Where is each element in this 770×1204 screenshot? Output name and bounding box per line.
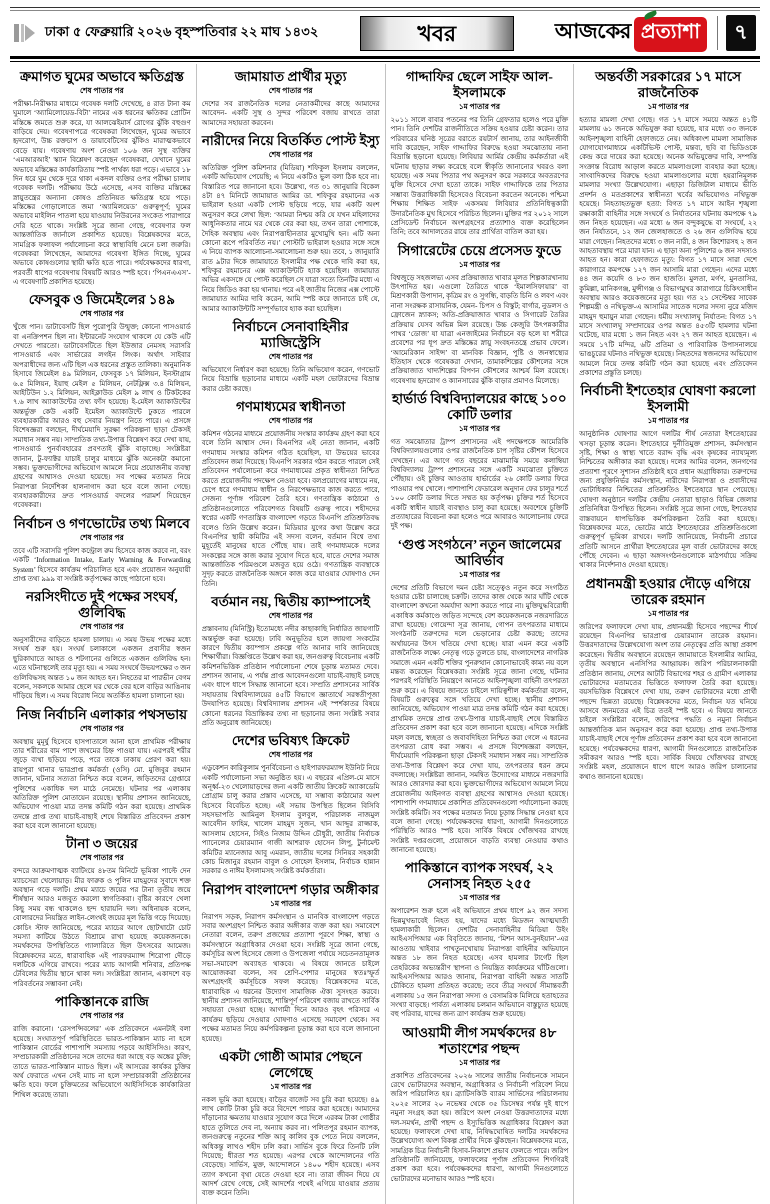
column-1 bbox=[8, 64, 196, 1204]
logo-part-red bbox=[634, 17, 707, 52]
article-body: কমিশন গঠনের মাধ্যমে প্রয়োজনীয় সংস্কার কার্যক্রম গ্রহণ করা হবে বলে তিনি আশ্বাস দেন। বিএনপির এই নেতা জানান, একটি গণমাধ্যম সংস্কার কমিশন গঠিত হয়েছিল, যা উভয়ের ভাবের প্রতিবেদন জমা দিয়েছে। বিএনপি সরকার গঠন করতে পারলে সেই প্রতিবেদন পর্যালোচনা করে গণমাধ্যমের প্রকৃত স্বাধীনতা নিশ্চিত করতে প্রয়োজনীয় পদক্ষেপ নেওয়া হবে। বলপ্রয়োগের মাধ্যমে নয়, চেপে ধরে গণমাধ্যম স্বাধীন ও নিরপেক্ষভাবে কাজ করতে পারে, সেজন্য পূর্ণাঙ্গ পরিবেশ তৈরি হবে। গণতান্ত্রিক কাঠামো ও প্রতিষ্ঠানগুলোতে পরিবেশগত বিষয়টি গুরুত্ব পাবে। শহীদদের স্বপ্নের একটি গণতান্ত্রিক বাংলাদেশ গড়তে বিএনপি প্রতিশ্রুতিবদ্ধ বলেও তিনি উল্লেখ করেন। মিডিয়ার যুগের কথা উল্লেখ করে বিএনপির স্থায়ী কমিটির এই সদস্য বলেন, বর্তমান বিশ্বে তথ্য মুহূর্তেই মানুষের হাতে পৌঁছে যায়। তাই গণমাধ্যমকে দলের সংকল্পের সঙ্গে কাজ করার সুযোগ দিতে হবে, যাতে দেশের সমাজ আন্তর্জাতিক পরিমণ্ডলে মজবুত হয়ে ওঠে। গণতান্ত্রিক ব্যবস্থাকে সুদৃঢ় করতে রাজনৈতিক অঙ্গনে কাজ করে যাওয়ার ঘোষণাও দেন তিনি। bbox=[201, 429, 380, 588]
article-body: খুঁজে পান। ডাটাবেসটি ছিল পুরোপুরি উন্মুক্ত; কোনো পাসওয়ার্ড বা এনক্রিপশন ছিল না। ইন্টারনেট সংযোগ থাকলে যে কেউ এটি দেখতে পারতো। ডাটাবেসটিতে ছিল ইউজার নেমসহ সরাসরি পাসওয়ার্ড এবং সার্ভারের লগইন লিংক। অর্থাৎ সাইবার অপরাধীদের জন্য এটি ছিল এক ধরনের প্রস্তুত তালিকা। অনুমানিক হিসাবে জিমেইল ৪৯ মিলিয়ন, ফেসবুক ১৭ মিলিয়ন, ইনস্টাগ্রাম ৬.৫ মিলিয়ন, ইয়াহু মেইল ৫ মিলিয়ন, নেটফ্লিক্স ৩.৪ মিলিয়ন, আইটিউন ১.২ মিলিয়ন, আইক্লাউড মেইল ৯ লাখ ও টিকটকের ৭.৬ লাখ অ্যাকাউন্টের তথ্য ফাঁস হয়েছে। ই-মেইল অ্যাকাউন্টের অন্তর্ভুক্ত কেউ একটি ইমেইল অ্যাকাউন্টে ঢুকতে পারলে ব্যবহারকারীর আরও বহু সেবার নিয়ন্ত্রণ নিতে পারে। এ প্রসঙ্গে বিশেষজ্ঞরা বলছেন, দীর্ঘমেয়াদি সুরক্ষা পরিকল্পনা ছাড়া টেকসই সমাধান সম্ভব নয়। সাম্প্রতিক তথ্য-উপাত্ত বিশ্লেষণ করে দেখা যায়, পাসওয়ার্ড পুনর্ব্যবহারের প্রবণতাই ঝুঁকি বাড়াচ্ছে। সংশ্লিষ্টরা জানান, টু-ফ্যাক্টর যাচাই চালুর মাধ্যমে ঝুঁকি অনেকটা কমানো সম্ভব। ভুক্তভোগীদের অভিযোগ আমলে নিয়ে প্রয়োজনীয় ব্যবস্থা গ্রহণের আশ্বাসও দেওয়া হয়েছে। সব পক্ষের মতামত নিয়ে নিরাপত্তা নির্দেশিকা হালনাগাদ করা হবে বলে জানা গেছে। ব্যবহারকারীদের দ্রুত পাসওয়ার্ড বদলের পরামর্শ দিয়েছেন গবেষকরা। bbox=[13, 323, 191, 510]
continuation-label: শেষ পাতার পর bbox=[79, 85, 124, 95]
article-body: হত্যার মামলা দেখা গেছে। গত ১৭ মাসে সময়ে অন্তত ৪১টি মামলায় ৬১ জনকে অভিযুক্ত করা হয়েছে, যার মধ্যে ৩৩ জনকে আইনশৃঙ্খলা বাহিনী হেফাজতে নেয়। অধিকাংশ মামলা সামাজিক যোগাযোগমাধ্যমে একটিভিস্ট পোস্ট, মন্তব্য, ছবি বা ভিডিওকে কেন্দ্র করে দায়ের করা হয়েছে। অনেক অভিযুক্তের দাবি, সম্পত্তি সংক্রান্ত বিরোধ আড়াল করতে মামলাগুলো ব্যবহার করা হচ্ছে। সাংবাদিকদের বিরুদ্ধে হওয়া মামলাগুলোর মধ্যে হয়রানিমূলক মামলার সংখ্যা উল্লেখযোগ্য। এছাড়া ডিজিটাল মাধ্যমে ভীতি প্রদর্শন ও মতপ্রকাশের স্বাধীনতা খর্বের অভিযোগও নথিভুক্ত হয়েছে। নিহতাহতভুক্ত হত্যা: বিগত ১৭ মাসে আইন শৃঙ্খলা রক্ষাকারী বাহিনীর সঙ্গে সংঘর্ষে ও নির্যাতনের ঘটনায় কমপক্ষে ৭৯ জন নিহত হয়েছেন। এর মধ্যে ৬ জন বন্দুকযুদ্ধে বা সংঘর্ষে, ২২ জন নির্যাতনে, ১২ জন জেলহাজতে ও ২৬ জন গুলিবিদ্ধ হয়ে মারা গেছেন। নিহতদের মধ্যে ৩ জন নারী, ৪ জন কিশোরসহ ২ জন আহতাবস্থায় পরে মারা যান। এ ছাড়া অন্য পুলিশের ৬ জন সদস্যও আহত হন। কারা হেফাজতে মৃত্যু: বিগত ১৭ মাসে সারা দেশে কারাগারে কমপক্ষে ১২৭ জন আসামি মারা গেছেন। এদের মধ্যে ৪৪ জন কয়েদি ও ৮৩ জন হাজতি। মুলতা, মর্গণ, মুনতাসির, কুমিল্লা, মানিকগঞ্জ, মুন্সীগঞ্জ ও বিভাগমুখর কারাগারে চিকিৎসাধীন অবস্থায় আরও কয়েকজনের মৃত্যু হয়। গত ২১ সেপ্টেম্বর সাবেক শিল্পমন্ত্রী ও নথিভুক্ত-এ আসামির সাতেক দলের সদস্য নুরে মজিদ মাহমুদ হুমায়ুন মারা গেছেন। ধর্মীয় সংখ্যালঘু নির্যাতন: বিগত ১৭ মাসে সংখ্যালঘু সম্প্রদায়ের ওপর অন্তত ৪৫৩টি হামলার ঘটনা ঘটেছে, যার মধ্যে ১ জন নিহত এবং ২৭ জন আহত হয়েছেন। এ সময়ে ১৭টি মন্দির, ৬টি প্রতিমা ও পারিবারিক উপাসনালয়ে ভাঙচুরের ঘটনাও নথিভুক্ত হয়েছে। নিহতদের স্বজনদের অভিযোগ আমলে নিয়ে তদন্ত কমিটি গঠন করা হয়েছে এবং প্রতিবেদন প্রকাশের প্রস্তুতি চলছে। bbox=[579, 115, 757, 377]
article-body: পরীক্ষা-নিরীক্ষার মাধ্যমে গবেষক দলটি দেখেছে, ৪ রাত টানা কম ঘুমালে ‘অ্যামিলোয়েড-বিটা’ নামের এক ধরনের ক্ষতিকর প্রোটিন মস্তিষ্কে জমতে শুরু করে, যা আলঝেইমার্স রোগের ঝুঁকি বহুগুণ বাড়িয়ে দেয়। গবেষণাপত্রে গবেষকরা লিখেছেন, ঘুমের অভাবে হৃদরোগ, উচ্চ রক্তচাপ ও ডায়াবেটিসের ঝুঁকিও মারাত্মকভাবে বেড়ে যায়। গবেষণায় অংশ নেওয়া ১০৬ জন সুস্থ ব্যক্তির ‘এমআরআই’ স্ক্যান বিশ্লেষণ করেছেন গবেষকরা, যেখানে ঘুমের অভাবে মস্তিষ্কের কার্যকারিতায় স্পষ্ট পার্থক্য ধরা পড়ে। এভাবে ১৮ দিন ধরে ঘুম থেকে দূরে থাকা একদল ব্যক্তির ওপর পরীক্ষা চালায় গবেষক দলটি। পরীক্ষায় উঠে এসেছে, এসব ব্যক্তির মস্তিষ্কের স্নায়ুতন্ত্রের অন্যান্য কোষও প্রতিনিয়ত ক্ষতিগ্রস্ত হয়ে পড়ে। মস্তিষ্কের গোড়ালোতে জমা ‘অ্যামিলয়েড’ গুরুত্বপূর্ণ; ঘুমের অভাবে মাইলিন পাতলা হয়ে যাওয়ায় নিউরনের সংকেত পারাপারে দেরি হতে থাকে। সংশ্লিষ্ট সূত্রে জানা গেছে, গবেষণার ফল আন্তর্জাতিক জার্নালে প্রকাশিত হয়েছে। বিশ্লেষকদের মতে, সামগ্রিক ফলাফল পর্যালোচনা করে স্বাস্থ্যবিধি মেনে চলা জরুরি। গবেষকরা লিখেছেন, আমাদের গবেষণা ইঙ্গিত দিচ্ছে, ঘুমের অভাবে কোষগুলোর স্থায়ী ক্ষতি হতে পারে। পর্যবেক্ষকদের ধারণা, পরবর্তী ধাপের গবেষণায় বিষয়টি আরও স্পষ্ট হবে। ‘পিএনএএস’-এ গবেষণাটি প্রকাশিত হয়েছে। bbox=[13, 99, 191, 287]
article-body: বন্দরে আক্রমণাত্মক ব্যাটিংয়ে ৪৮তম মিনিটে ভূমিকা পাল্টে দেন ম্যাচসেরা খেলোয়াড়। মীর ফারুক ও পুলিন মাহমুদের সুবাদে শক্ত অবস্থান গড়ে দলটি। প্রথম ম্যাচে জয়ের পর টানা তৃতীয় জয়ে শীর্ষস্থান আরও মজবুত করলো স্বাগতিকরা। বৃষ্টির কারণে খেলা কিছু সময় বন্ধ থাকলেও ছন্দ হারায়নি দল। অধিনায়ক বলেন, বোলারদের নিয়ন্ত্রিত লাইন-লেংথই জয়ের মূল ভিত্তি গড়ে দিয়েছে। কোচিং স্টাফ জানিয়েছে, পরের ম্যাচের আগে ছোটখাটো চোট সমস্যা কাটিয়ে উঠতে বিশ্রামে রাখা হয়েছে কয়েকজনকে। সমর্থকদের উপস্থিতিতে গ্যালারিতে ছিল উৎসবের আমেজ। বিশ্লেষকদের মতে, ধারাবাহিক এই পারফরম্যান্স শিরোপা দৌড়ে দলটিকে এগিয়ে রাখবে। পরের ম্যাচ আগামী শনিবার, প্রতিপক্ষ টেবিলের দ্বিতীয় স্থানে থাকা দল। সংশ্লিষ্টরা জানান, একাদশে বড় পরিবর্তনের সম্ভাবনা নেই। bbox=[13, 867, 191, 988]
column-4 bbox=[573, 64, 762, 1204]
newspaper-logo bbox=[555, 15, 717, 52]
continuation-label: ১ম পাতার পর bbox=[647, 416, 689, 426]
article-headline: আওয়ামী লীগ সমর্থকদের ৪৮ শতাংশের পছন্দ bbox=[402, 1024, 557, 1056]
article-headline: সিগারেটের চেয়ে প্রসেসড ফুডে bbox=[397, 242, 562, 258]
article-headline: ক্রমাগত ঘুমের অভাবে ক্ষতিগ্রস্ত bbox=[19, 69, 184, 84]
article-body: নকল ভূমি করা হয়েছে। বাড়ৈর বাজেট সব চুরি করা হয়েছে। ৪৯ লাখ কোটি টাকা চুরি করে বিদেশে পাচার করা হয়েছে। আমাদের দাঁড়ানোর ক্ষমতায় যাওয়ার সুযোগ করে দিলে এরকম টাকা গোষ্ঠীর হাতে তুলিতে দেব না, অন্যায় করব না। পলিতপুর রহমান ব্যাপক, জনগুরুত্বে নতুনের শক্তি আবু কালিব বুক পেতে নিয়ে বললেন, অধিকন্তু লাখও শহীদ ঢলি করা। সার্ভিস বুকে ফিরে তিনটি ঢলি দিয়েছে; ধীরতা শত হয়েছে। এরপর থেকে আন্দোলনের গতি বেড়েছে। সার্ভিস, মুক্ত, আন্দোলনে ১৪০০ শহীদ হয়েছে। এসব ত্যাগ কখনো বৃথা যেতে দেওয়া হবে না। তারা জীবন দিয়ে যে আদর্শ রেখে গেছে, সেই আদর্শের পথেই এগিয়ে যাওয়ার প্রত্যয় ব্যক্ত করেন তিনি। bbox=[201, 1095, 380, 1198]
column-2 bbox=[196, 64, 385, 1204]
continuation-label: শেষ পাতার পর bbox=[79, 532, 124, 542]
continuation-label: শেষ পাতার পর bbox=[268, 351, 313, 361]
article bbox=[391, 1025, 569, 1184]
article-headline: অন্তর্বর্তী সরকারের ১৭ মাসে রাজনৈতিক bbox=[595, 69, 742, 100]
article-headline: ফেসবুক ও জিমেইলের ১৪৯ bbox=[28, 292, 176, 308]
article-headline: গাদ্দাফির ছেলে সাইফ আল-ইসলামকে bbox=[405, 69, 553, 100]
article bbox=[13, 836, 191, 989]
column-3 bbox=[385, 64, 574, 1204]
continuation-label: শেষ পাতার পর bbox=[79, 622, 124, 632]
continuation-label: শেষ পাতার পর bbox=[268, 149, 313, 159]
article-body: প্রস্তাবনায় (মিনিস্ট্রি) ইতোমধ্যে নদীর কাছাকাছি নির্ধারিত জায়গাটি অন্তর্ভুক্ত করা হয়েছে। ঢাবি অনুভূতির হলে জায়গা সংকটের কারণে দ্বিতীয় ক্যাম্পাস প্রকল্পে গতি আনার দাবি জানিয়েছে শিক্ষার্থীরা। বিজ্ঞপ্তিতে উল্লেখ করা হয়, জনগুরুত্ব বিবেচনায় একটি কমিশনভিত্তিক প্রতিষ্ঠান পর্যালোচনা শেষে চূড়ান্ত মতামত দেবে। প্রশাসন জানায়, এ পর্যন্ত প্রাপ্ত আবেদনগুলো যাচাই-বাছাই চলছে এবং ধাপে ধাপে সিদ্ধান্ত জানানো হবে। সম্প্রতি প্রশাসনের সার্বিক সহায়তায় বিশ্ববিদ্যালয়ের ৪৫টি বিভাগে জ্ঞাতার্থে সরস্বতীপূজা উদযাপিত হয়েছে। বিশ্ববিদ্যালয় প্রশাসন এই স্পর্শকাতর বিষয়ে কোনো ধরনের বিভ্রান্তিকর তথ্য না ছড়ানোর জন্য সংশ্লিষ্ট সবার প্রতি অনুরোধ জানিয়েছে। bbox=[201, 625, 380, 727]
continuation-label: ১ম পাতার পর bbox=[270, 898, 312, 908]
article bbox=[202, 133, 380, 314]
article bbox=[579, 383, 757, 570]
article bbox=[202, 882, 380, 1044]
article-body: তবে এটি সরাসরি পুলিশ কন্ট্রোল রুম হিসেবে কাজ করবে না, বরং একটি ‘Information Intake, Early Warning & Forwarding System’ হিসেবে কার্যক্রম পরিচালিত হবে এবং প্রয়োজন অনুযায়ী প্রাপ্ত তথ্য ৯৯৯ বা সংশ্লিষ্ট কর্তৃপক্ষের কাছে পাঠানো হবে। bbox=[13, 546, 191, 583]
article-body: আনুষ্ঠানিক ঘোষণার আগে দলটির শীর্ষ নেতারা ইশতেহারের খসড়া চূড়ান্ত করেন। ইশতেহারে দুর্নীতিমুক্ত প্রশাসন, কর্মসংস্থান সৃষ্টি, শিক্ষা ও স্বাস্থ্য খাতে বরাদ্দ বৃদ্ধি এবং কৃষকের ন্যায্যমূল্য নিশ্চিতের অঙ্গীকার করা হয়েছে। দলের আমির বলেন, জনগণের প্রত্যাশা পূরণে সুশাসন প্রতিষ্ঠাই হবে প্রধান অগ্রাধিকার। তরুণদের জন্য প্রযুক্তিনির্ভর কর্মসংস্থান, নারীদের নিরাপত্তা ও প্রবাসীদের ভোটাধিকার নিশ্চিতের প্রতিশ্রুতিও ইশতেহারে স্থান পেয়েছে। ঘোষণা অনুষ্ঠানে দলটির কেন্দ্রীয় নেতারা ছাড়াও বিভিন্ন জেলার প্রতিনিধিরা উপস্থিত ছিলেন। সংশ্লিষ্ট সূত্রে জানা গেছে, ইশতেহার বাস্তবায়নে ধাপভিত্তিক কর্মপরিকল্পনা তৈরি করা হয়েছে। বিশ্লেষকদের মতে, ভোটের মাঠে ইশতেহারের প্রতিশ্রুতিগুলো গুরুত্বপূর্ণ ভূমিকা রাখবে। দলটি জানিয়েছে, নির্বাচনী প্রচারে প্রতিটি আসনে প্রার্থীরা ইশতেহারের মূল বার্তা ভোটারদের কাছে পৌঁছে দেবেন। এ ছাড়া অঙ্গসংগঠনগুলোকে মাঠপর্যায়ে সক্রিয় থাকার নির্দেশনাও দেওয়া হয়েছে। bbox=[579, 430, 757, 570]
article bbox=[13, 292, 191, 510]
article-body: অভিযোগে নির্ধারণ করা হয়েছে। তিনি অভিযোগ করেন, গণভোট নিয়ে বিভ্রান্তি ছড়ানোর মাধ্যমে একটি মহল ভোটারদের বিভ্রান্ত করার চেষ্টা করছে। bbox=[201, 365, 380, 393]
article-headline: নির্বাচনে সেনাবাহিনীর ম্যাজিস্ট্রেসি bbox=[232, 318, 349, 350]
article-headline: বর্তমান নয়, দ্বিতীয় ক্যাম্পাসেই bbox=[211, 594, 370, 610]
article-headline: নরসিংদীতে দুই পক্ষের সংঘর্ষ, গুলিবিদ্ধ bbox=[26, 589, 178, 621]
article-body: অতিরিক্ত পুলিশ কমিশনার (মিডিয়া) শফিকুল ইসলাম বললেন, একটি অভিযোগ পেয়েছি; এ নিয়ে একটিও ভুল বলা ঠিক হবে না। বিস্তারিত পরে জানানো হবে। উল্লেখ্য, গত ৩১ জানুয়ারি বিকেল ৪টা ৪৭ মিনিটে জামায়াত আমির ডা. শফিকুর রহমানের এক ভাইরাল হওয়া একটি পোস্ট ছড়িয়ে পড়ে, যার একটি অংশ অনুসরণ করে লেখা ছিল: ‘আমরা নিশ্চয় করি যে যখন মহিলাদের আধুনিকতার নামে ঘর থেকে বের করা হয়, তখন তারা পোশাকে, দৈহিক অবস্থায় এবং নিরাপত্তাহীনতার মুখোমুখি হন। এটি অন্য কোনো রূপে পরিবর্তিত নয়।’ পোস্টটি ভাইরাল হওয়ার সঙ্গে সঙ্গে এ নিয়ে ব্যাপক আলোচনা-সমালোচনা শুরু হয়। তবে, ১ জানুয়ারি রাত ৯টার দিকে জামায়াতে ইসলামীর পক্ষ থেকে দাবি করা হয়, শফিকুর রহমানের এক্স অ্যাকাউন্টটি হ্যাক হয়েছিল। জামায়াত অভির একসঙ্গে যে পোস্ট করেছিল সে যাত্রা সত্যে তিনটির মধ্যে এ নিয়ে জিডিও করা হয় থানায়। পরে এই জাতীয় নিজের এক্স পোস্টে জামায়াত আমির দাবি করেন, আমি স্পষ্ট করে জানাতে চাই যে, আমার অ্যাকাউন্টটি সম্পূর্ণভাবে হ্যাক করা হয়েছিল। bbox=[201, 163, 380, 313]
continuation-label: শেষ পাতার পর bbox=[79, 1011, 124, 1021]
logo-part-red-text: প্রত্যাশা bbox=[640, 20, 700, 43]
article bbox=[391, 243, 569, 386]
article bbox=[202, 69, 380, 128]
continuation-label: ১ম পাতার পর bbox=[458, 893, 500, 903]
articles-grid bbox=[0, 62, 770, 1204]
continuation-label: শেষ পাতার পর bbox=[268, 611, 313, 621]
section-marker-icon bbox=[14, 22, 36, 44]
article-body: নিরাপদ সড়ক, নিরাপদ কর্মসংস্থান ও মানবিক বাংলাদেশ গড়তে সবার অংশগ্রহণ নিশ্চিত করার অঙ্গীকার ব্যক্ত করা হয়। সমাবেশে নেতারা বলেন, তরুণ প্রজন্মের প্রত্যাশা পূরণে শিক্ষা, স্বাস্থ্য ও কর্মসংস্থানে অগ্রাধিকার দেওয়া হবে। সংশ্লিষ্ট সূত্রে জানা গেছে, কর্মসূচির অংশ হিসেবে জেলা ও উপজেলা পর্যায়ে সচেতনতামূলক সভা-সমাবেশ অব্যাহত থাকবে। এ বিষয়ে জানতে চাইলে আয়োজকরা বলেন, সব শ্রেণি-পেশার মানুষের স্বতঃস্ফূর্ত অংশগ্রহণই কর্মসূচিকে সফল করেছে। বিশ্লেষকদের মতে, ধারাবাহিক এ ধরনের উদ্যোগ সামাজিক ঐক্য সুসংহত করবে। স্থানীয় প্রশাসন জানিয়েছে, শান্তিপূর্ণ পরিবেশ বজায় রাখতে সার্বিক সহায়তা দেওয়া হচ্ছে। আগামী দিনে আরও বৃহৎ পরিসরে এ কার্যক্রম ছড়িয়ে দেওয়ার ঘোষণাও এসেছে সমাবেশ থেকে। সব পক্ষের মতামত নিয়ে কর্মপরিকল্পনা চূড়ান্ত করা হবে বলে জানানো হয়েছে। bbox=[201, 912, 380, 1043]
article-body: প্রকাশিত প্রতিবেদনের ২০২৬ সালের জাতীয় নির্বাচনকে সামনে রেখে ভোটারদের অবস্থান, অগ্রাধিকার ও নির্বাচনী পরিবেশ নিয়ে জরিপ পরিচালিত হয়। ব্র্যাটিসকিউ ব্যারম সার্ভিসের পরিচালনায় ২০২৫ সালের ২০ নভেম্বর থেকে ৩৫ ডিসেম্বর পর্যন্ত দুই ধাপে নমুনা সংগ্রহ করা হয়। জরিপে অংশ নেওয়া উত্তরদাতাদের মধ্যে দল-সমর্থন, প্রার্থী পছন্দ ও ইস্যুভিত্তিক অগ্রাধিকার বিশ্লেষণ করা হয়েছে। ফলাফলে দেখা যায়, নিষিদ্ধঘোষিত দলটির সমর্থকদের উল্লেখযোগ্য অংশ বিকল্প প্রার্থীর দিকে ঝুঁকছেন। বিশ্লেষকদের মতে, সামগ্রিক চিত্র নির্বাচনী হিসাব-নিকাশে প্রভাব ফেলতে পারে। জরিপ প্রতিষ্ঠানটি জানিয়েছে, ফলাফলের পূর্ণাঙ্গ প্রতিবেদন শিগগিরই প্রকাশ করা হবে। পর্যবেক্ষকদের ধারণা, আগামী দিনগুলোতে ভোটারদের মনোভাব আরও স্পষ্ট হবে। bbox=[390, 1071, 569, 1183]
article bbox=[579, 576, 757, 782]
article bbox=[391, 860, 569, 1019]
continuation-label: ১ম পাতার পর bbox=[458, 259, 500, 269]
leaf-icon bbox=[643, 10, 657, 20]
article bbox=[391, 537, 569, 856]
dateline-block bbox=[14, 22, 319, 44]
masthead-area bbox=[555, 15, 756, 52]
article-headline: নারীদের নিয়ে বিতর্কিত পোস্ট ইস্যু bbox=[201, 133, 380, 149]
continuation-label: ১ম পাতার পর bbox=[458, 101, 500, 111]
article bbox=[13, 69, 191, 287]
article-body: অবস্থায় মুমূর্ষু হিসেবে হাসপাতালে আনা হলে প্রাথমিক পরীক্ষায় তার শরীরের বাম পাশে জখমের চিহ্ন পাওয়া যায়। এরপরই শরীর জুড়ে ব্যথা ছড়িয়ে পড়ে, পরে তাকে ঢাকায় প্রেরণ করা হয়। রায়পুরা থানার ভারপ্রাপ্ত কর্মকর্তা (ওসি) মো. মুজিবুর রহমান জানান, ঘটনার সত্যতা নিশ্চিত করে বলেন, জড়িতদের গ্রেপ্তারে পুলিশের একাধিক দল মাঠে নেমেছে। ঘটনার পর এলাকায় অতিরিক্ত পুলিশ মোতায়েন রয়েছে। স্থানীয় প্রশাসন জানিয়েছে, অভিযোগ পাওয়া মাত্র তদন্ত কমিটি গঠন করা হয়েছে। প্রাথমিক তদন্তে প্রাপ্ত তথ্য যাচাই-বাছাই শেষে বিস্তারিত প্রতিবেদন প্রকাশ করা হবে বলে জানানো হয়েছে। bbox=[13, 737, 191, 831]
continuation-label: ১ম পাতার পর bbox=[458, 569, 500, 579]
article-body: অনুসারীদের বাড়িতে হামলা চালায়। এ সময় উভয় পক্ষের মধ্যে সংঘর্ষ শুরু হয়। সংঘর্ষ চলাকালে একজন প্রবাসীর স্বজন ছুরিকাঘাতে আহত ও শটগানের গুলিতে একজন গুলিবিদ্ধ হন। এতে ঘটনাস্থলেই তার মৃত্যু হয়। এ সময় সংঘর্ষে উভয়পক্ষের ৩ জন গুলিবিদ্ধসহ অন্তত ১০ জন আহত হন। নিহতের মা পারভীন বেগম বলেন, সকলকে আমার ছেলে ঘর থেকে বের হলে বাড়ির আঙিনায় দাঁড়িয়ে ছিল। এ সময় বিরোধ নিয়ে অতর্কিত হামলা চালানো হয়। bbox=[13, 636, 191, 701]
article-body: দেশের সব রাজনৈতিক দলের নেতাকর্মীদের কাছে আমাদের আবেদন- একটি সুস্থ ও সুন্দর পরিবেশ বজায় রাখতে তারা আমাদের সহায়তা করবেন। bbox=[201, 99, 380, 127]
article-body: গত সমঝোতার ট্রাম্প প্রশাসনের এই পদক্ষেপকে আমেরিকি বিশ্ববিদ্যালয়গুলোর ওপর রাজনৈতিক চাপ সৃষ্টির কৌশল হিসেবে দেখছেন। এর আগে গত বছরের মাঝামাঝি সময়ে কলাম্বিয়া বিশ্ববিদ্যালয় ট্রাম্প প্রশাসনের সঙ্গে একটি সমঝোতা চুক্তিতে পৌঁছায়। ওই চুক্তির আওতায় হার্ভার্ডের ২৬ কোটি ডলার ফিরে পাওয়ার পথ খোলে। পাশাপাশি ফেডারেল অনুদান ফের চালুর শর্তে ১০০ কোটি ডলার দিতে সম্মত হয় কর্তৃপক্ষ। চুক্তির শর্ত হিসেবে একটি স্বাধীন যাচাই ব্যবস্থাও চালু করা হয়েছে। অবশেষে চুক্তিটি প্রত্যাহারের বিবেচনা করা হলেও পরে আবারও আলোচনায় ফেরে দুই পক্ষ। bbox=[390, 437, 569, 531]
continuation-label: শেষ পাতার পর bbox=[268, 415, 313, 425]
article-body: বিশ্বজুড়ে সহজলভ্য এসব প্রক্রিয়াজাত খাবার মূলত শিল্পকারখানায় উৎপাদিত হয়। এগুলো তৈরিতে থাকে ‘ইমালসিফায়ার’ বা মিশ্রণকারী উপাদান, কৃত্রিম রং ও সুগন্ধি, বাড়তি চিনি ও লবণ এবং নানা সংরক্ষক রাসায়নিক, যেমন- চিপস ও বিস্কুট; বার্গার, নুডলস ও ফ্রোজেন স্ন্যাকস; অতি-প্রক্রিয়াজাত খাবার ও সিগারেট তৈরির প্রক্রিয়ায় যেসব অভিন্ন মিল রয়েছে। উচ্চ কেজুরি উৎপন্নকারীর পাথর ‘ডোজ’ যা যাত্রা এনজাইমের নির্বাচনে বড় হলে যা শরীরে প্রবেশের পর ধূপ দ্রুত মস্তিষ্কের স্নায়ু সংবহনতন্ত্রে প্রভাব ফেলে। ‘আমেরিকান সাইন্স’ বা মানবিক বিজ্ঞান, পুষ্টি ও জনস্বাস্থ্যের ইতিহাস থেকে গবেষকরা দেখান, তামাকশিল্পের কৌশলের সঙ্গে প্রক্রিয়াজাত খাদ্যশিল্পের বিপণন কৌশলের আশ্চর্য মিল রয়েছে। গবেষণায় হৃদরোগ ও ক্যানসারের ঝুঁকি বাড়ার প্রমাণও মিলেছে। bbox=[390, 273, 569, 385]
article-headline: দেশের ভবিষ্যৎ ক্রিকেট bbox=[231, 733, 350, 749]
article bbox=[202, 733, 380, 876]
article-body: দেশের প্রতিটি বিভাগে দমন চেষ্টা সত্ত্বেও নতুন করে সংগঠিত হওয়ার চেষ্টা চালাচ্ছে চক্রটি। তাদের কাজ থেকে আর ঘাঁটি থেকে বাংলাদেশ কখনো অমর্যাদা আশা করতে পারে না। মুক্তিযুদ্ধবিরোধী একাধিক কর্মকাণ্ডে জড়িত সন্দেহে বেশ কয়েকজনকে নজরদারিতে রাখা হয়েছে। গোয়েন্দা সূত্র জানায়, গোপন তৎপরতার মাধ্যমে সংগঠনটি তরুণদের দলে ভেড়ানোর চেষ্টা করছে; তাদের অর্থায়নের উৎস খতিয়ে দেখা হচ্ছে। যারা এমন করে একটি রাজনৈতিক লক্ষ্যে নেতৃত্ব গড়ে তুলতে চায়, বাংলাদেশের নাগরিক সমাজে এমন একটি শক্তির পুনরুত্থান কোনোভাবেই কাম্য নয় বলে মন্তব্য করেছেন বিশ্লেষকরা। সংশ্লিষ্ট সূত্রে জানা গেছে, ঘটনার পরপরই পরিস্থিতি নিয়ন্ত্রণে আনতে আইনশৃঙ্খলা বাহিনী তৎপরতা শুরু করে। এ বিষয়ে জানতে চাইলে দায়িত্বশীল কর্মকর্তারা বলেন, বিষয়টি গুরুত্বের সঙ্গে খতিয়ে দেখা হচ্ছে। স্থানীয় প্রশাসন জানিয়েছে, অভিযোগ পাওয়া মাত্র তদন্ত কমিটি গঠন করা হয়েছে। প্রাথমিক তদন্তে প্রাপ্ত তথ্য-উপাত্ত যাচাই-বাছাই শেষে বিস্তারিত প্রতিবেদন প্রকাশ করা হবে বলে জানানো হয়েছে। এদিকে সংশ্লিষ্ট মহল বলছে, স্বচ্ছতা ও জবাবদিহিতা নিশ্চিত করা গেলে এ ধরনের তৎপরতা রোধ করা সম্ভব। এ প্রসঙ্গে বিশেষজ্ঞরা বলছেন, দীর্ঘমেয়াদি পরিকল্পনা ছাড়া টেকসই সমাধান সম্ভব নয়। সাম্প্রতিক তথ্য-উপাত্ত বিশ্লেষণ করে দেখা যায়, তৎপরতার ধরন ক্রমে বদলাচ্ছে। সংশ্লিষ্টরা জানান, সমন্বিত উদ্যোগের মাধ্যমে নজরদারি আরও জোরদার করা হবে। ভুক্তভোগীদের অভিযোগ আমলে নিয়ে প্রয়োজনীয় আইনগত ব্যবস্থা গ্রহণের আশ্বাসও দেওয়া হয়েছে। পাশাপাশি গণমাধ্যমে প্রকাশিত প্রতিবেদনগুলো পর্যালোচনা করছে সংশ্লিষ্ট কমিটি। সব পক্ষের মতামত নিয়ে চূড়ান্ত সিদ্ধান্ত নেওয়া হবে বলে জানা গেছে। পর্যবেক্ষকদের ধারণা, আগামী দিনগুলোতে পরিস্থিতি আরও স্পষ্ট হবে। সার্বিক বিষয়ে খোঁজখবর রাখছে সংশ্লিষ্ট দপ্তরগুলো, প্রয়োজনে বাড়তি ব্যবস্থা নেওয়ার কথাও জানানো হয়েছে। bbox=[390, 583, 569, 855]
section-title-box: খবর bbox=[360, 16, 514, 51]
continuation-label: শেষ পাতার পর bbox=[79, 853, 124, 863]
continuation-label: শেষ পাতার পর bbox=[268, 750, 313, 760]
continuation-label: ১ম পাতার পর bbox=[458, 1057, 500, 1067]
article bbox=[13, 589, 191, 701]
logo-part-black: আজকের bbox=[554, 18, 631, 43]
continuation-label: শেষ পাতার পর bbox=[79, 309, 124, 319]
article-headline: জামায়াত প্রার্থীর মৃত্যু bbox=[234, 69, 347, 84]
article bbox=[13, 516, 191, 584]
article-headline: গণমাধ্যমের স্বাধীনতা bbox=[235, 398, 346, 414]
continuation-label: শেষ পাতার পর bbox=[79, 723, 124, 733]
article-body: অপারেশন শুরু হলে এই অভিযানে প্রথম ধাপে ৯২ জন সদস্য ভিন্নমুখভাবেই নিহত হয়, যাদের মধ্যে মিডজন আত্মঘাতী হামলাকারী ছিলেন। দেশটির সেনাবাহিনীর মিডিয়া উইং আইএসপিআর এক বিবৃতিতে জানায়, ‘মিশন আস-বুনইয়ান’-এর আওতায় খাইবার পাখতুনখোয়ায় নিরাপত্তা বাহিনীর অভিযানে অন্তত ১৮ জন নিহত হয়েছে। এসব হামলার টার্গেট ছিল তেহরিকের অভ্যন্তরীণ স্থাপনা ও নিয়ন্ত্রিত কার্যক্রমের ঘাঁটিগুলো। আইএসপিআর আরও জানায়, নিরাপত্তা বাহিনী অন্তত সাতটি চৌকিতে হামলা প্রতিহত করেছে; তবে তীব্র সংঘর্ষে সীমান্তবর্তী এলাকায় ১৫ জন নিরাপত্তা সদস্য ও বেসামরিক মিলিয়ে হতাহতের সংখ্যা বাড়ছে। পার্বত্য এলাকায় চলমান অভিযানে বাস্তুচ্যুত হয়েছে বহু পরিবার, যাদের জন্য ত্রাণ কার্যক্রম শুরু হয়েছে। bbox=[390, 907, 569, 1019]
article-headline: পাকিস্তানে ব্যাপক সংঘর্ষ, ২২ সেনাসহ নিহত ২৫৫ bbox=[404, 860, 554, 892]
article-headline: ‘গুপ্ত সংগঠনে’ নতুন জালেমের আবির্ভাব bbox=[397, 536, 562, 568]
article bbox=[13, 994, 191, 1100]
page-number-badge: ৭ bbox=[726, 15, 756, 51]
dateline-text: ঢাকা ৫ ফেব্রুয়ারি ২০২৬ বৃহস্পতিবার ২২ মাঘ ১৪৩২ bbox=[45, 23, 319, 39]
article-headline: একটা গোষ্ঠী আমার পেছনে লেগেছে bbox=[219, 1048, 363, 1080]
continuation-label: শেষ পাতার পর bbox=[268, 85, 313, 95]
article-body: রাজি করানো। ‘রেসপন্সিবলের’ এক প্রতিবেদনে এমনটাই বলা হয়েছে। সংঘাতপূর্ণ পরিস্থিতিতে ভারত-পাকিস্তান ম্যাচ না হলে পাকিস্তান বোর্ডের পাশাপাশি সমস্যায় পড়বে আইসিসিও। কারণ, সম্প্রচারকারী প্রতিষ্ঠানের সঙ্গে তাদের ধরা আছে বড় অঙ্কের চুক্তি; তাতে ভারত-পাকিস্তান ম্যাচও ছিল। এই আসরের কার্যকর চুক্তির অর্থ ফেরাতে এখন সেই ম্যাচ না হলে সম্প্রচারকারী প্রতিষ্ঠানের ক্ষতি হবে। ফলে চুক্তিমতের অভিযোগে আইসিসিকে কার্যকারিতা শিথিল করেছে তারা। bbox=[13, 1025, 191, 1099]
article bbox=[13, 707, 191, 832]
article bbox=[391, 69, 569, 238]
article-headline: পাকিস্তানকে রাজি bbox=[55, 994, 149, 1010]
article-headline: নিরাপদ বাংলাদেশ গড়ার অঙ্গীকার bbox=[202, 881, 379, 897]
continuation-label: ১ম পাতার পর bbox=[647, 608, 689, 618]
article-headline: হার্ভার্ড বিশ্ববিদ্যালয়ের কাছে ১০০ কোটি ডলার bbox=[392, 391, 567, 423]
article-headline: নির্বাচন ও গণভোটের তথ্য মিলবে bbox=[13, 515, 190, 531]
continuation-label: ১ম পাতার পর bbox=[270, 1081, 312, 1091]
article bbox=[202, 319, 380, 394]
article-body: জরিপের ফলাফলে দেখা যায়, প্রধানমন্ত্রী হিসেবে পছন্দের শীর্ষে রয়েছেন বিএনপির ভারপ্রাপ্ত চেয়ারম্যান তারেক রহমান। উত্তরদাতাদের উল্লেখযোগ্য অংশ তার নেতৃত্বের প্রতি আস্থা প্রকাশ করেছেন। দ্বিতীয় অবস্থানে রয়েছেন জামায়াতে ইসলামীর আমির, তৃতীয় অবস্থানে এনসিপির আহ্বায়ক। জরিপ পরিচালনাকারী প্রতিষ্ঠান জানায়, দেশের আটটি বিভাগের শহর ও গ্রামীণ এলাকার ভোটারদের মতামতের ভিত্তিতে ফলাফল তৈরি করা হয়েছে। বয়সভিত্তিক বিশ্লেষণে দেখা যায়, তরুণ ভোটারদের মধ্যে প্রার্থী পছন্দে ভিন্নতা রয়েছে। বিশ্লেষকদের মতে, নির্বাচন যত ঘনিয়ে আসবে জনমতের এই চিত্র ততই স্পষ্ট হবে। এ বিষয়ে জানতে চাইলে সংশ্লিষ্টরা বলেন, জরিপের পদ্ধতি ও নমুনা নির্বাচন আন্তর্জাতিক মান অনুসরণ করে করা হয়েছে। প্রাপ্ত তথ্য-উপাত্ত যাচাই-বাছাই শেষে পূর্ণাঙ্গ প্রতিবেদন প্রকাশ করা হবে বলে জানানো হয়েছে। পর্যবেক্ষকদের ধারণা, আগামী দিনগুলোতে রাজনৈতিক সমীকরণ আরও স্পষ্ট হবে। সার্বিক বিষয়ে খোঁজখবর রাখছে সংশ্লিষ্ট মহল, প্রয়োজনে ধাপে ধাপে আরও জরিপ চালানোর কথাও জানানো হয়েছে। bbox=[579, 622, 757, 781]
article-headline: নিজ নির্বাচনি এলাকার পথসভায় bbox=[16, 706, 188, 722]
continuation-label: ১ম পাতার পর bbox=[647, 101, 689, 111]
article-body: ২০১১ সালে বাবার পতনের পর তিনি গ্রেফতার হলেও পরে মুক্তি পান। তিনি দেশটির রাজনীতিতে সক্রিয় হওয়ার চেষ্টা করেন। তার পরিবারের ঘনিষ্ঠ সূত্রের বরাতে রয়টার্স জানায়, তার আইনজীবী দাবি করেছেন, সাইফ গাদ্দাফির বিরুদ্ধে হওয়া সমঝোতায় নানা বিভ্রান্তি ছড়ানো হয়েছে। লিবিয়ার আর্মির কেন্দ্রীয় কর্মকর্তারা এই ঘটনায় ছাড়ার লক্ষ্য করেছে বলে স্বীকৃতি জানানোর খবরও বলা হয়েছে। এক সময় পিতার পথ অনুসরণ করে সরকারে অবতরণের যুক্তি হিসেবে দেখা হতো তাকে। সাইফ গাদ্দাফিকে তার পিতার সম্ভাব্য উত্তরাধিকারী হিসেবেও বিবেচনা করতেন অনেকে। পশ্চিমা শিক্ষায় শিক্ষিত সাইফ একসময় লিবিয়ার প্রতিনিধিত্বকারী উদারনৈতিক মুখ হিসেবে পরিচিত ছিলেন। মুক্তির পর ২০১২ সালে প্রেসিডেন্ট নির্বাচনে অংশগ্রহণের প্রত্যাশাও ব্যক্ত করেছিলেন তিনি; তবে আদালতের রায়ে তার প্রার্থিতা বাতিল করা হয়। bbox=[390, 115, 569, 237]
article-body: এডুকেশন কারিকুলাম পুনর্বিবেচনা ও হাইপারফরম্যান্স ইউনিট নিয়ে একটি পর্যালোচনা সভা অনুষ্ঠিত হয়। এ বছরের এপ্রিল-মে মাসে অনূর্ধ্ব-২৩ খেলোয়াড়দের জন্য একটি জাতীয় ক্রিকেট অ্যাকাডেমি প্রোগ্রাম চালু করার প্রস্তাব এসেছে, যা সম্ভাব্য কাঠামোর অংশ হিসেবে বিবেচিত হচ্ছে। এই সভায় উপস্থিত ছিলেন বিসিবি সহসভাপতি আমিনুল ইসলাম বুলবুল, পরিচালক নাজমুল আবেদীন ফাহিম, খালেদ মাহমুদ সুজন, খান আব্দুর রাজ্জাক, আসলাম হোসেন, সিইও নিজাম উদ্দিন চৌধুরী, জাতীয় নির্বাচক প্যানেলের চেয়ারম্যান গাজী আশরাফ হোসেন লিপু, টুর্নামেন্ট কমিটির ম্যানেজার আবু এমরান, জাতীয় দলের সিনিয়র সহকারী কোচ মিজানুর রহমান বাবুল ও সোহেল ইসলাম, নির্বাচক হান্নান সরকার ও নাঈম ইসলামসহ সংশ্লিষ্ট কর্মকর্তারা। bbox=[201, 764, 380, 876]
page-header bbox=[0, 11, 770, 56]
article-headline: টানা ৩ জয়ের bbox=[66, 836, 138, 852]
article-headline: নির্বাচনী ইশতেহার ঘোষণা করলো ইসলামী bbox=[580, 383, 756, 415]
continuation-label: ১ম পাতার পর bbox=[458, 423, 500, 433]
article bbox=[391, 391, 569, 532]
pageno-divider bbox=[717, 16, 718, 50]
article-headline: প্রধানমন্ত্রী হওয়ার দৌড়ে এগিয়ে তারেক রহমান bbox=[585, 575, 751, 607]
article bbox=[202, 594, 380, 728]
article bbox=[579, 69, 757, 378]
article bbox=[202, 1049, 380, 1199]
article bbox=[202, 399, 380, 589]
